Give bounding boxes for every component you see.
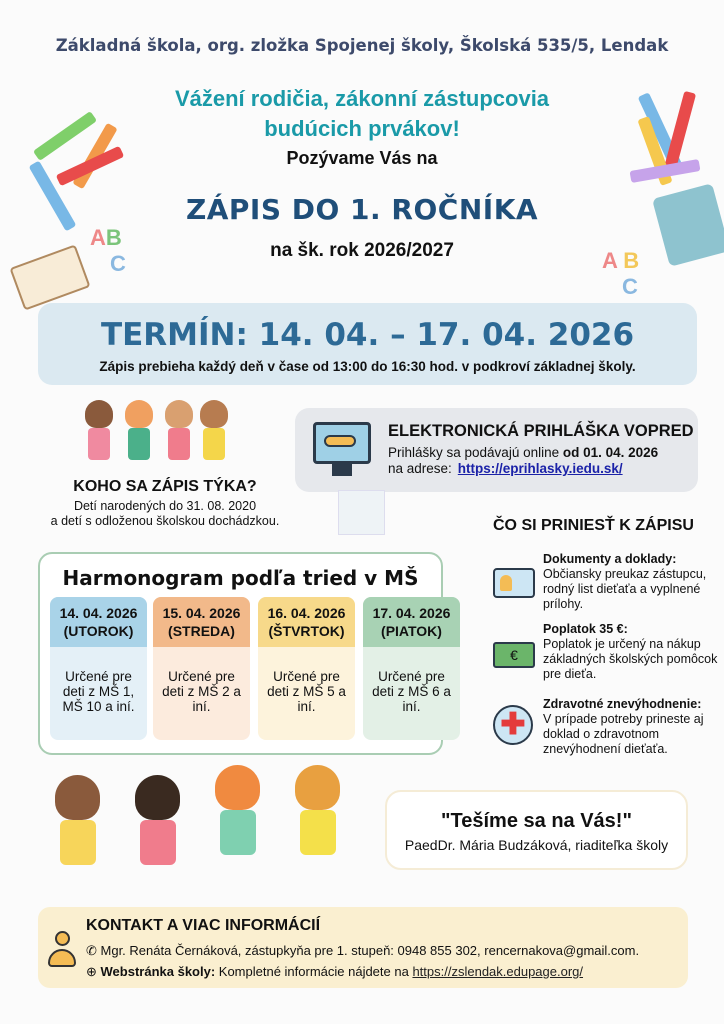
- day-text: Určené pre deti z MŠ 2 a iní.: [162, 669, 241, 714]
- globe-icon: ⊕: [86, 964, 101, 979]
- item-text: Poplatok je určený na nákup základných školských pomôcok pre dieťa.: [543, 637, 718, 681]
- harmonogram-box: [38, 552, 451, 755]
- day-date: 16. 04. 2026: [267, 605, 346, 621]
- children-holding-hands-illustration: [40, 765, 360, 890]
- contact-phone-line: Mgr. Renáta Černáková, zástupkyňa pre 1. stupeň: 0948 855 302, rencernakova@gmail.com.: [100, 943, 640, 958]
- day-date: 17. 04. 2026: [372, 605, 451, 621]
- day-text: Určené pre deti z MŠ 5 a iní.: [267, 669, 346, 714]
- who-line-2: a detí s odloženou školskou dochádzkou.: [50, 514, 280, 528]
- term-box: [38, 303, 697, 385]
- money-icon: €: [493, 642, 535, 668]
- abc-letters-left: AB C: [90, 225, 126, 276]
- item-text: V prípade potreby prineste aj doklad o zdravotnom znevýhodnení dieťaťa.: [543, 712, 704, 756]
- medical-cross-icon: ✚: [493, 705, 533, 745]
- harmonogram-title: Harmonogram podľa tried v MŠ: [62, 566, 419, 590]
- who-section: [35, 478, 295, 529]
- children-illustration: [80, 400, 230, 470]
- monitor-click-icon: [313, 422, 371, 464]
- day-name: (ŠTVRTOK): [268, 623, 345, 639]
- eprihlaska-text: Prihlášky sa podávajú online: [388, 445, 563, 460]
- eprihlaska-link[interactable]: https://eprihlasky.iedu.sk/: [457, 461, 623, 476]
- web-text: Kompletné informácie nájdete na: [215, 964, 413, 979]
- day-text: Určené pre deti z MŠ 1, MŠ 10 a iní.: [62, 669, 135, 714]
- item-text: Občiansky preukaz zástupcu, rodný list dieťaťa a vyplnené prílohy.: [543, 567, 707, 611]
- school-website-link[interactable]: https://zslendak.edupage.org/: [412, 964, 584, 979]
- day-card: [153, 597, 250, 740]
- contact-heading: KONTAKT A VIAC INFORMÁCIÍ: [86, 917, 321, 934]
- item-title: Poplatok 35 €:: [543, 622, 628, 636]
- eprihlaska-heading: ELEKTRONICKÁ PRIHLÁŠKA VOPRED: [388, 422, 694, 440]
- page-title: ZÁPIS DO 1. ROČNÍKA: [185, 193, 539, 226]
- person-icon: [48, 931, 76, 971]
- quote-box: [385, 790, 688, 870]
- term-subtitle: Zápis prebieha každý deň v čase od 13:00 do 16:30 hod. v podkroví základnej školy.: [99, 359, 636, 374]
- eprihlaska-box: [295, 408, 698, 492]
- who-line-1: Detí narodených do 31. 08. 2020: [73, 499, 257, 513]
- school-year: na šk. rok 2026/2027: [270, 240, 454, 261]
- item-title: Zdravotné znevýhodnenie:: [543, 697, 702, 711]
- id-card-icon: [493, 568, 535, 598]
- poster-thumbnail: [338, 490, 385, 535]
- bring-title: ČO SI PRINIESŤ K ZÁPISU: [493, 517, 694, 534]
- quote-text: "Tešíme sa na Vás!": [441, 810, 632, 832]
- day-text: Určené pre deti z MŠ 6 a iní.: [372, 669, 451, 714]
- phone-icon: ✆: [86, 943, 101, 958]
- eprihlaska-date: od 01. 04. 2026: [562, 445, 659, 460]
- day-name: (PIATOK): [381, 623, 442, 639]
- eprihlaska-address-label: na adrese:: [388, 461, 452, 476]
- day-date: 15. 04. 2026: [162, 605, 241, 621]
- quote-signature: PaedDr. Mária Budzáková, riaditeľka školy: [404, 837, 669, 853]
- abc-letters-right: A B C: [602, 248, 640, 299]
- day-card: [258, 597, 355, 740]
- term-title: TERMÍN: 14. 04. – 17. 04. 2026: [100, 317, 635, 353]
- contact-box: [38, 907, 688, 988]
- day-name: (STREDA): [168, 623, 235, 639]
- day-date: 14. 04. 2026: [59, 605, 138, 621]
- day-name: (UTOROK): [63, 623, 134, 639]
- day-card: [363, 597, 460, 740]
- greeting-line-2: budúcich prvákov!: [264, 116, 460, 141]
- who-heading: KOHO SA ZÁPIS TÝKA?: [73, 478, 257, 495]
- web-label: Webstránka školy:: [100, 964, 216, 979]
- invite-text: Pozývame Vás na: [286, 148, 438, 168]
- school-name: Základná škola, org. zložka Spojenej školy, Školská 535/5, Lendak: [55, 36, 669, 55]
- day-card: [50, 597, 147, 740]
- item-title: Dokumenty a doklady:: [543, 552, 677, 566]
- greeting-line-1: Vážení rodičia, zákonní zástupcovia: [174, 86, 550, 111]
